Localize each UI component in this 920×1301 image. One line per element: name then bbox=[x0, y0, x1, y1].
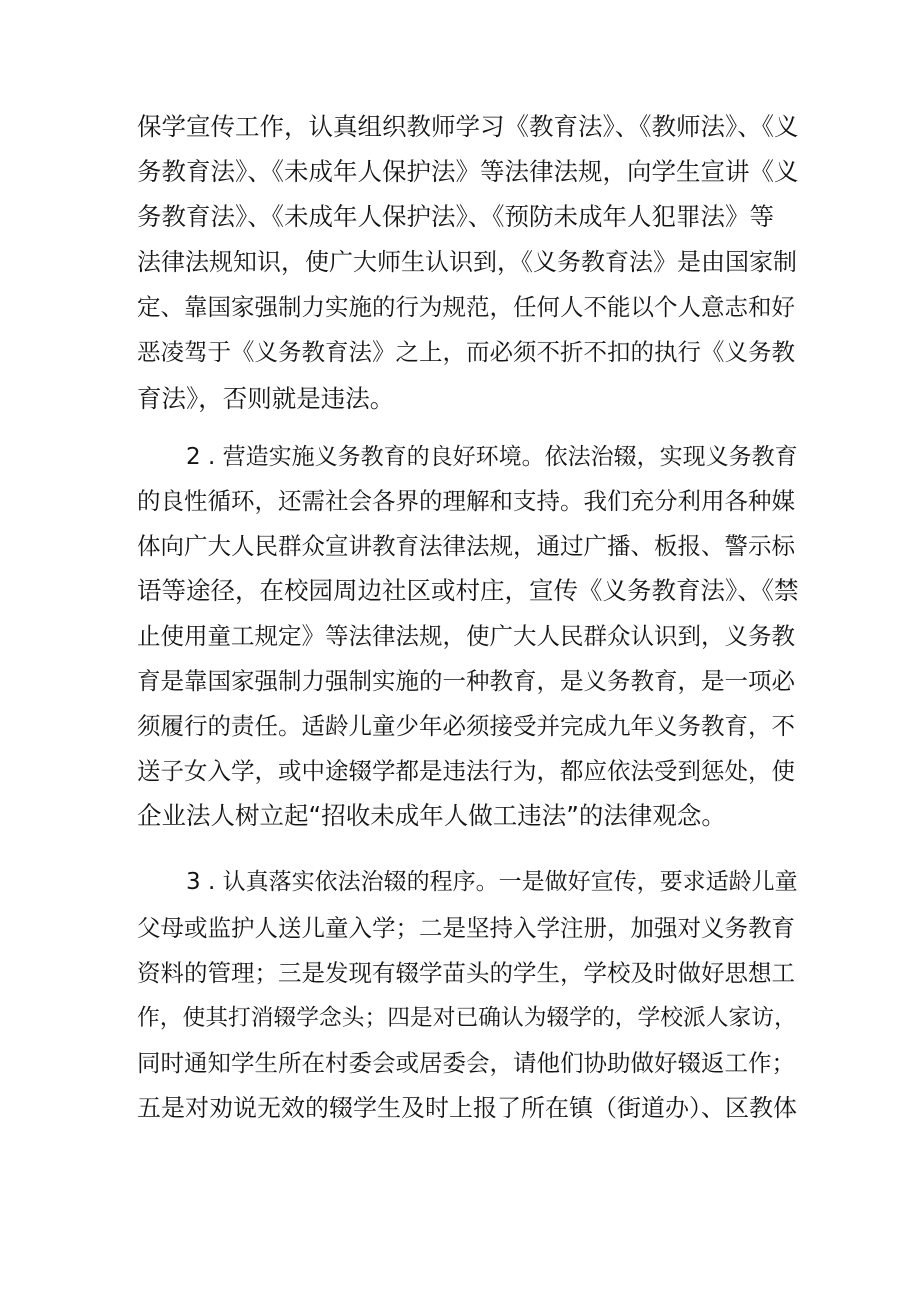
paragraph-2-first-line: 2 . 营造实施义务教育的良好环境。依法治辍，实现义务教育 bbox=[186, 444, 798, 470]
text-line: 五是对劝说无效的辍学生及时上报了所在镇（街道办）、区教体 bbox=[137, 1094, 797, 1122]
text-line: 止使用童工规定》等法律法规，使广大人民群众认识到，义务教 bbox=[137, 622, 795, 650]
text-line: 体向广大人民群众宣讲教育法律法规，通过广播、板报、警示标 bbox=[137, 532, 795, 560]
text-line: 同时通知学生所在村委会或居委会，请他们协助做好辍返工作； bbox=[137, 1049, 795, 1077]
text-line: 定、靠国家强制力实施的行为规范，任何人不能以个人意志和好 bbox=[137, 293, 795, 321]
text-line: 须履行的责任。适龄儿童少年必须接受并完成九年义务教育，不 bbox=[137, 712, 795, 740]
text-line: 育法》，否则就是违法。 bbox=[137, 384, 395, 413]
text-line: 父母或监护人送儿童入学；二是坚持入学注册，加强对义务教育 bbox=[137, 914, 795, 942]
text-line: 保学宣传工作，认真组织教师学习《教育法》、《教师法》、《义 bbox=[137, 112, 799, 141]
text-line: 的良性循环，还需社会各界的理解和支持。我们充分利用各种媒 bbox=[137, 487, 795, 515]
text-line: 语等途径，在校园周边社区或村庄，宣传《义务教育法》、《禁 bbox=[137, 576, 799, 605]
text-line: 育是靠国家强制力强制实施的一种教育，是义务教育，是一项必 bbox=[137, 667, 795, 695]
text-line: 资料的管理；三是发现有辍学苗头的学生，学校及时做好思想工 bbox=[137, 959, 795, 987]
text-line: 务教育法》、《未成年人保护法》等法律法规，向学生宣讲《义 bbox=[137, 157, 799, 186]
text-line: 恶凌驾于《义务教育法》之上，而必须不折不扣的执行《义务教 bbox=[137, 338, 795, 366]
paragraph-3-first-line: 3 . 认真落实依法治辍的程序。一是做好宣传，要求适龄儿童 bbox=[186, 869, 798, 895]
text-line: 作，使其打消辍学念头；四是对已确认为辍学的，学校派人家访， bbox=[137, 1005, 797, 1031]
text-line: 企业法人树立起“招收未成年人做工违法”的法律观念。 bbox=[137, 801, 726, 830]
text-line: 送子女入学，或中途辍学都是违法行为，都应依法受到惩处，使 bbox=[137, 757, 795, 785]
text-line: 务教育法》、《未成年人保护法》、《预防未成年人犯罪法》等 bbox=[137, 202, 774, 231]
text-line: 法律法规知识，使广大师生认识到，《义务教育法》是由国家制 bbox=[137, 248, 797, 276]
